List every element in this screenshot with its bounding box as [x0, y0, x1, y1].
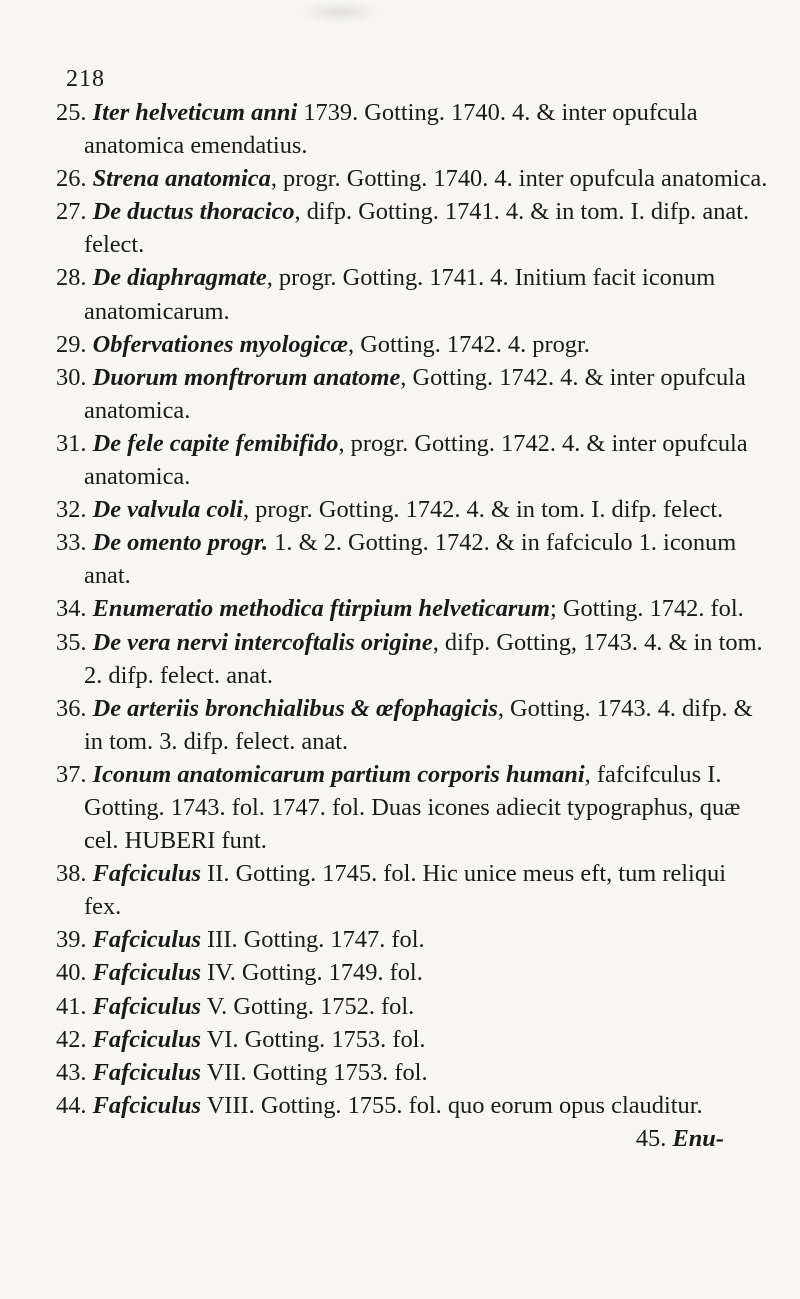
entry-title: Iconum anatomicarum partium corporis humani	[92, 760, 585, 788]
paper-stain	[300, 0, 380, 24]
bibliography-list	[56, 96, 768, 1156]
entry-number: 43.	[56, 1058, 87, 1086]
entry-details: , progr. Gotting. 1742. 4. & inter opufcula anatomica.	[84, 429, 748, 491]
entry-title: Iter helveticum anni	[92, 99, 298, 126]
entry-title: De diaphragmate	[92, 264, 267, 292]
bibliography-entry	[56, 692, 768, 758]
entry-details: , difp. Gotting, 1743. 4. & in tom. 2. difp. felect. anat.	[84, 628, 763, 689]
entry-number: 41.	[56, 992, 87, 1020]
entry-title: Fafciculus	[92, 1058, 202, 1086]
bibliography-entry	[56, 96, 768, 162]
entry-title: Fafciculus	[92, 992, 202, 1020]
entry-title: Fafciculus	[92, 860, 202, 888]
bibliography-entry	[56, 328, 768, 361]
entry-details: , fafcifculus I. Gotting. 1743. fol. 1747. fol. Duas icones adiecit typographus, quæ cel. HUBERI funt.	[84, 760, 741, 855]
entry-details: ; Gotting. 1742. fol.	[549, 595, 744, 623]
bibliography-entry	[56, 923, 768, 956]
entry-details: II. Gotting. 1745. fol. Hic unice meus eft, tum reliqui fex.	[84, 860, 727, 921]
bibliography-entry	[56, 427, 768, 493]
entry-number: 42.	[56, 1025, 87, 1053]
catchword-title: Enu-	[672, 1124, 724, 1152]
catchword-number: 45.	[635, 1124, 667, 1152]
bibliography-entry	[56, 956, 768, 989]
entry-number: 26.	[56, 165, 87, 193]
entry-title: De vera nervi intercoftalis origine	[92, 628, 433, 656]
entry-number: 39.	[56, 926, 87, 954]
bibliography-entry	[56, 261, 768, 327]
bibliography-entry	[56, 758, 768, 857]
entry-details: VI. Gotting. 1753. fol.	[201, 1025, 426, 1053]
entry-number: 30.	[56, 363, 87, 391]
entry-title: Fafciculus	[92, 1025, 202, 1053]
bibliography-entry	[56, 857, 768, 923]
entry-details: , progr. Gotting. 1740. 4. inter opufcula anatomica.	[270, 165, 768, 193]
entry-title: Fafciculus	[92, 959, 202, 987]
bibliography-entry	[56, 162, 768, 195]
entry-number: 44.	[56, 1091, 87, 1119]
entry-title: Obfervationes myologicæ	[92, 330, 348, 358]
entry-details: VII. Gotting 1753. fol.	[201, 1058, 428, 1086]
entry-details: IV. Gotting. 1749. fol.	[201, 959, 423, 987]
entry-number: 34.	[56, 595, 87, 623]
entry-details: III. Gotting. 1747. fol.	[201, 926, 425, 954]
bibliography-entry	[56, 493, 768, 526]
entry-title: Fafciculus	[92, 926, 202, 954]
entry-title: Fafciculus	[92, 1091, 202, 1119]
entry-title: Duorum monftrorum anatome	[92, 363, 401, 391]
entry-title: De fele capite femibifido	[92, 429, 339, 457]
bibliography-entry	[56, 1056, 768, 1089]
entry-number: 25.	[56, 99, 87, 126]
entry-number: 38.	[56, 860, 87, 888]
entry-number: 33.	[56, 529, 87, 557]
catchword	[636, 1122, 724, 1155]
bibliography-entry	[56, 626, 768, 692]
page-number: 218	[66, 66, 105, 92]
entry-title: De arteriis bronchialibus & œfophagicis	[92, 694, 498, 722]
entry-number: 35.	[56, 628, 87, 656]
catchword-row	[56, 1122, 768, 1156]
entry-number: 29.	[56, 330, 87, 358]
entry-details: , progr. Gotting. 1742. 4. & in tom. I. difp. felect.	[242, 496, 724, 524]
entry-title: De omento progr.	[92, 529, 269, 557]
entry-number: 36.	[56, 694, 87, 722]
entry-details: , Gotting. 1742. 4. progr.	[348, 330, 590, 358]
bibliography-entry	[56, 592, 768, 625]
entry-details: 1. & 2. Gotting. 1742. & in fafciculo 1. iconum anat.	[84, 529, 737, 590]
bibliography-entry	[56, 990, 768, 1023]
bibliography-entry	[56, 195, 768, 261]
bibliography-entry	[56, 526, 768, 592]
bibliography-entry	[56, 1023, 768, 1056]
entry-number: 37.	[56, 760, 87, 788]
entry-title: Strena anatomica	[92, 165, 271, 193]
entry-details: , progr. Gotting. 1741. 4. Initium facit iconum anatomicarum.	[84, 264, 716, 325]
entry-title: De ductus thoracico	[92, 198, 295, 226]
entry-number: 31.	[56, 429, 87, 457]
entry-title: Enumeratio methodica ftirpium helveticarum	[92, 595, 550, 623]
entry-number: 27.	[56, 198, 87, 226]
entry-details: V. Gotting. 1752. fol.	[201, 992, 415, 1020]
entry-details: , Gotting. 1742. 4. & inter opufcula anatomica.	[84, 363, 746, 424]
entry-number: 40.	[56, 959, 87, 987]
entry-details: , Gotting. 1743. 4. difp. & in tom. 3. difp. felect. anat.	[84, 694, 753, 755]
entry-details: VIII. Gotting. 1755. fol. quo eorum opus clauditur.	[201, 1091, 703, 1119]
entry-details: , difp. Gotting. 1741. 4. & in tom. I. difp. anat. felect.	[84, 198, 750, 259]
bibliography-entry	[56, 1089, 768, 1122]
entry-number: 32.	[56, 496, 87, 524]
entry-number: 28.	[56, 264, 87, 292]
entry-title: De valvula coli	[92, 496, 243, 524]
entry-details: 1739. Gotting. 1740. 4. & inter opufcula anatomica emendatius.	[84, 99, 698, 160]
bibliography-entry	[56, 361, 768, 427]
